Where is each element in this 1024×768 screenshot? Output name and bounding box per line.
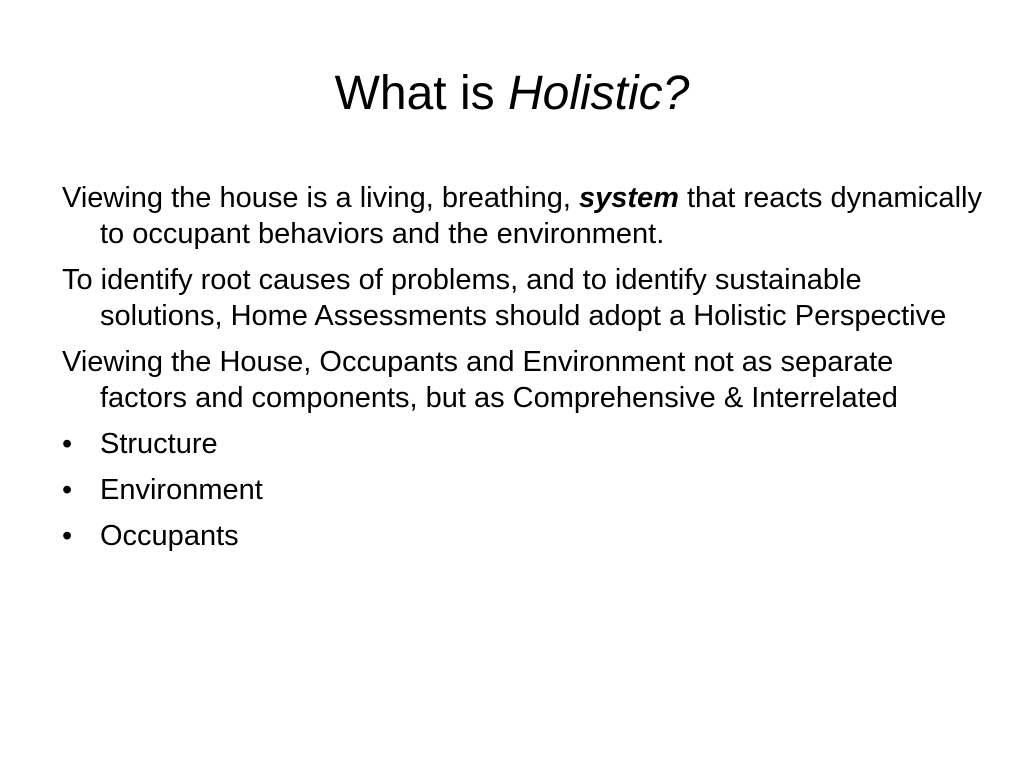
bullet-item-structure — [62, 426, 982, 462]
paragraph-house-system-emphasis: system — [578, 182, 679, 214]
bullet-dot-icon: • — [62, 520, 73, 552]
paragraph-root-causes: To identify root causes of problems, and to identify sustainable solutions, Home Assessments should adopt a Holistic Perspective — [62, 264, 947, 332]
slide-body — [62, 180, 982, 564]
bullet-dot-icon: • — [62, 428, 73, 460]
paragraph-house-system-before: Viewing the house is a living, breathing, — [62, 182, 579, 214]
bullet-item-label: Occupants — [100, 520, 239, 552]
paragraph-house-system — [62, 180, 982, 252]
slide-title-emphasis: Holistic? — [507, 67, 690, 120]
paragraph-interrelated: Viewing the House, Occupants and Environment not as separate factors and components, but as Comprehensive & Interrelated — [62, 346, 898, 414]
bullet-item-occupants — [62, 518, 982, 554]
bullet-dot-icon: • — [62, 474, 73, 506]
bullet-item-environment — [62, 472, 982, 508]
slide-title-plain: What is — [334, 67, 508, 120]
paragraph-house-system-after: that reacts dynamically to occupant behaviors and the environment. — [100, 182, 982, 250]
slide-title — [0, 62, 1024, 126]
bullet-list — [62, 426, 982, 554]
bullet-item-label: Structure — [100, 428, 218, 460]
bullet-item-label: Environment — [100, 474, 263, 506]
